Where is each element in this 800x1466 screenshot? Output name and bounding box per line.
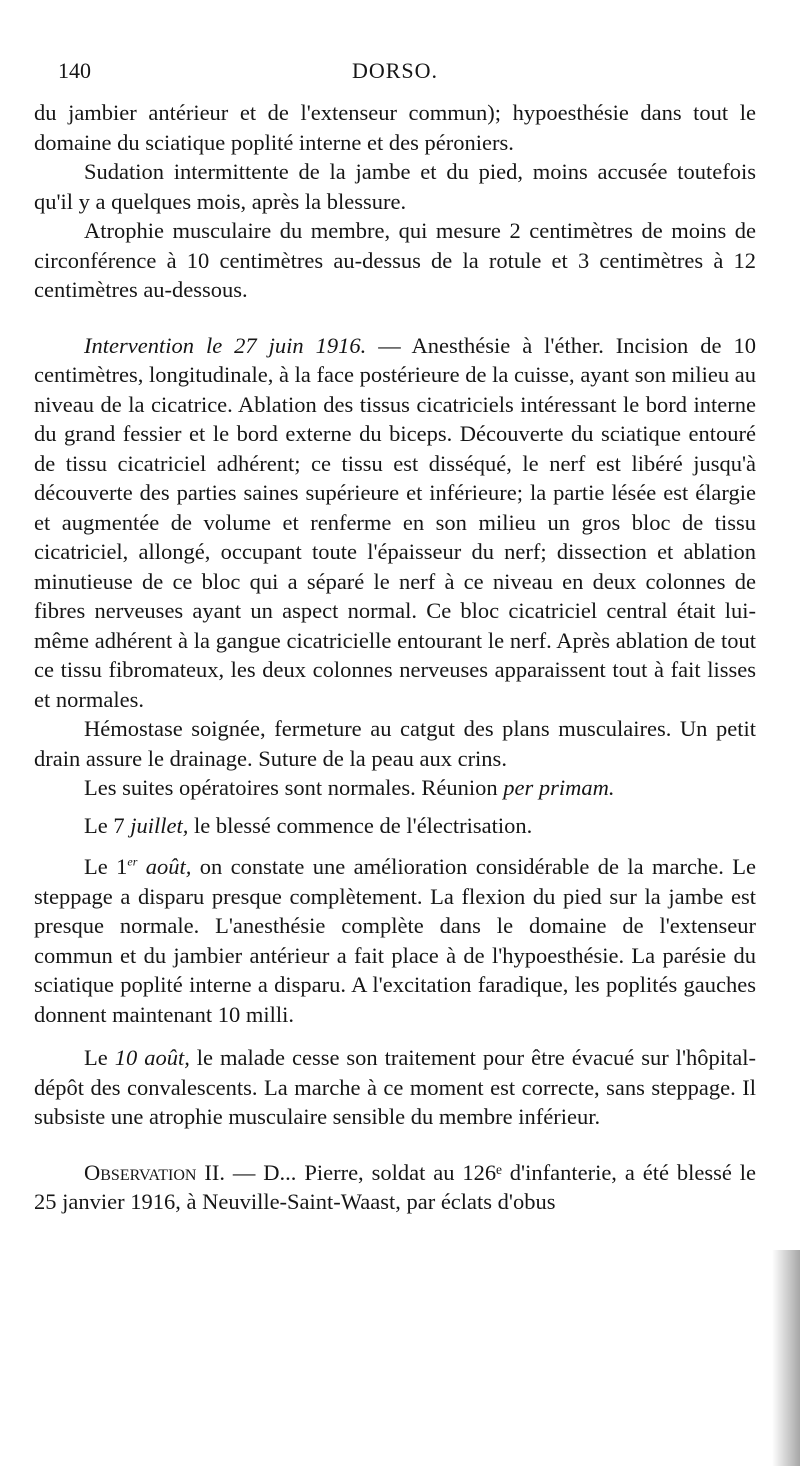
aout1-italic: août, (137, 854, 192, 879)
aout10-a: Le (84, 1045, 115, 1070)
juillet-b: le blessé commence de l'électrisation. (188, 812, 533, 838)
paragraph-continuation: du jambier antérieur et de l'extenseur commun); hypoesthésie dans tout le domaine du sciatique poplité interne et des péroniers. (34, 100, 756, 155)
suites-italic: per primam. (503, 775, 615, 800)
paragraph-sudation: Sudation intermittente de la jambe et du pied, moins accusée toutefois qu'il y a quelques mois, après la blessure. (34, 159, 756, 214)
running-head (34, 58, 756, 98)
aout10-italic: 10 août, (114, 1045, 190, 1070)
paragraph-aout-1 (34, 852, 756, 1029)
paragraph-atrophie: Atrophie musculaire du membre, qui mesure 2 centimètres de moins de circonférence à 10 centimètres au-dessus de la rotule et 3 centimètres à 12 centimètres au-dessous. (34, 218, 756, 302)
paragraph-juillet (34, 811, 756, 841)
paragraph-hemostase: Hémostase soignée, fermeture au catgut des plans musculaires. Un petit drain assure le drainage. Suture de la peau aux crins. (34, 716, 756, 771)
suites-text: Les suites opératoires sont normales. Réunion (84, 775, 504, 800)
paragraph-intervention (34, 331, 756, 715)
page-edge-shadow (772, 1250, 800, 1466)
aout10-b: le malade cesse son traitement pour être évacué sur l'hôpital-dépôt des convalescents. La marche à ce moment est correcte, sans steppage. Il subsiste une atrophie musculaire sensible du membre inférieur. (34, 1045, 756, 1129)
intervention-text: — Anesthésie à l'éther. Incision de 10 centimètres, longitudinale, à la face postérieure de la cuisse, ayant son milieu au niveau de la cicatrice. Ablation des tissus cicatriciels intéressant le bord interne du grand fessier et le bord externe du biceps. Découverte du sciatique entouré de tissu cicatriciel adhérent; ce tissu est disséqué, le nerf est libéré jusqu'à découverte des parties saines supérieure et inférieure; la partie lésée est élargie et augmentée de volume et renferme en son milieu un gros bloc de tissu cicatriciel, allongé, occupant toute l'épaisseur du nerf; dissection et ablation minutieuse de ce bloc qui a séparé le nerf à ce niveau en deux colonnes de fibres nerveuses ayant un aspect normal. Ce bloc cicatriciel central était lui-même adhérent à la gangue cicatricielle entourant le nerf. Après ablation de tout ce tissu fibromateux, les deux colonnes nerveuses apparaissent tout à fait lisses et normales. (34, 332, 756, 712)
aout1-a: Le 1 (84, 854, 128, 879)
aout1-sup: er (127, 854, 138, 869)
aout1-b: on constate une amélioration considérable de la marche. Le steppage a disparu presque complètement. La flexion du pied sur la jambe est presque normale. L'anesthésie complète dans le domaine de l'extenseur commun et du jambier antérieur a fait place à de l'hypoesthésie. La parésie du sciatique poplité interne a disparu. A l'excitation faradique, les poplités gauches donnent maintenant 10 milli. (34, 854, 756, 1027)
juillet-italic: juillet, (130, 812, 189, 838)
intervention-heading: Intervention le 27 juin 1916. (84, 332, 367, 358)
paragraph-aout-10 (34, 1043, 756, 1132)
running-title: DORSO. (351, 58, 439, 83)
juillet-a: Le 7 (84, 812, 131, 838)
observation-text: — D... Pierre, soldat au 126ᵉ d'infanterie, a été blessé le 25 janvier 1916, à Neuville-Saint-Waast, par éclats d'obus (34, 1159, 756, 1214)
page-number: 140 (58, 58, 91, 83)
observation-heading: Observation II. (84, 1159, 225, 1185)
book-page (34, 58, 756, 1217)
paragraph-suites (34, 773, 756, 803)
paragraph-observation (34, 1158, 756, 1217)
